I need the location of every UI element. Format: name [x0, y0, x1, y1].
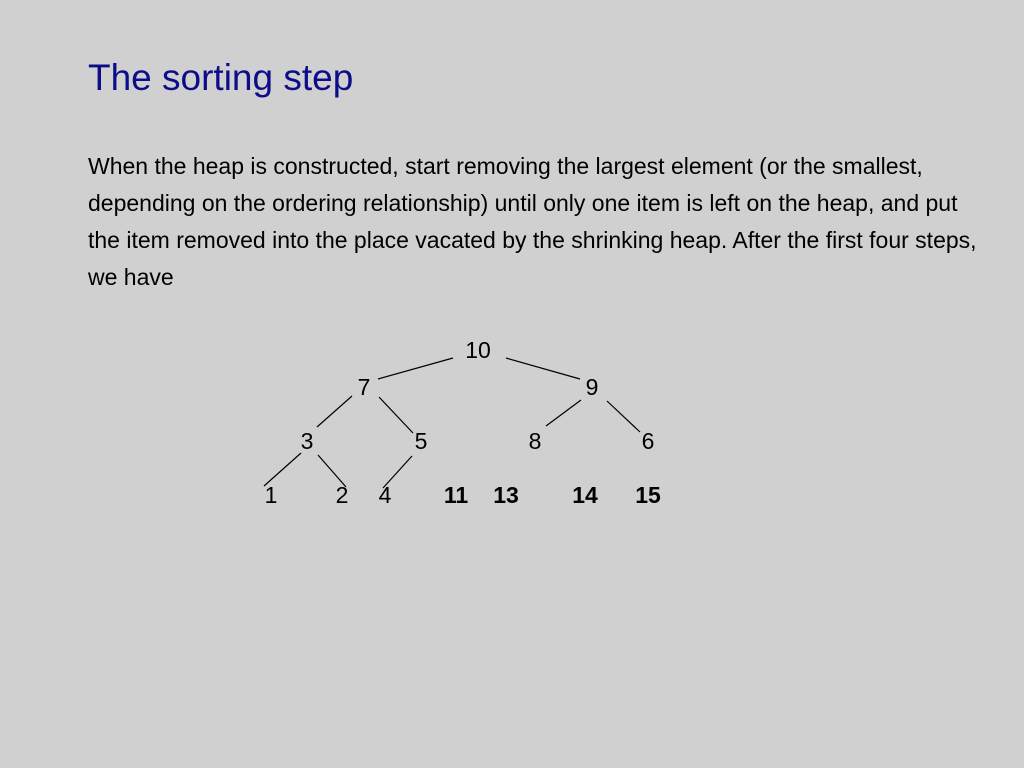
edge-10-7: [378, 358, 453, 379]
heap-node-4: 4: [378, 482, 392, 508]
heap-node-3: 3: [300, 428, 314, 454]
heap-node-10: 10: [465, 337, 491, 363]
edge-7-3: [317, 396, 352, 427]
heap-node-5: 5: [414, 428, 428, 454]
edge-10-9: [506, 358, 580, 379]
heap-node-2: 2: [335, 482, 349, 508]
heap-node-7: 7: [357, 374, 371, 400]
heap-node-9: 9: [585, 374, 599, 400]
heap-node-8: 8: [528, 428, 542, 454]
edge-9-6: [607, 401, 640, 432]
sorted-item-14: 14: [572, 482, 598, 508]
sorted-item-11: 11: [443, 482, 469, 508]
slide-body-text: When the heap is constructed, start removing the largest element (or the smallest, depending on the ordering relationship) until only one item is left on the heap, and put the item removed into the place vacated by the shrinking heap. After the first four steps, we have: [88, 153, 977, 290]
sorted-item-13: 13: [493, 482, 519, 508]
edge-9-8: [546, 400, 581, 426]
heap-node-1: 1: [264, 482, 278, 508]
edge-7-5: [379, 397, 413, 433]
slide-title: The sorting step: [88, 57, 354, 98]
heap-node-6: 6: [641, 428, 655, 454]
sorted-item-15: 15: [635, 482, 661, 508]
